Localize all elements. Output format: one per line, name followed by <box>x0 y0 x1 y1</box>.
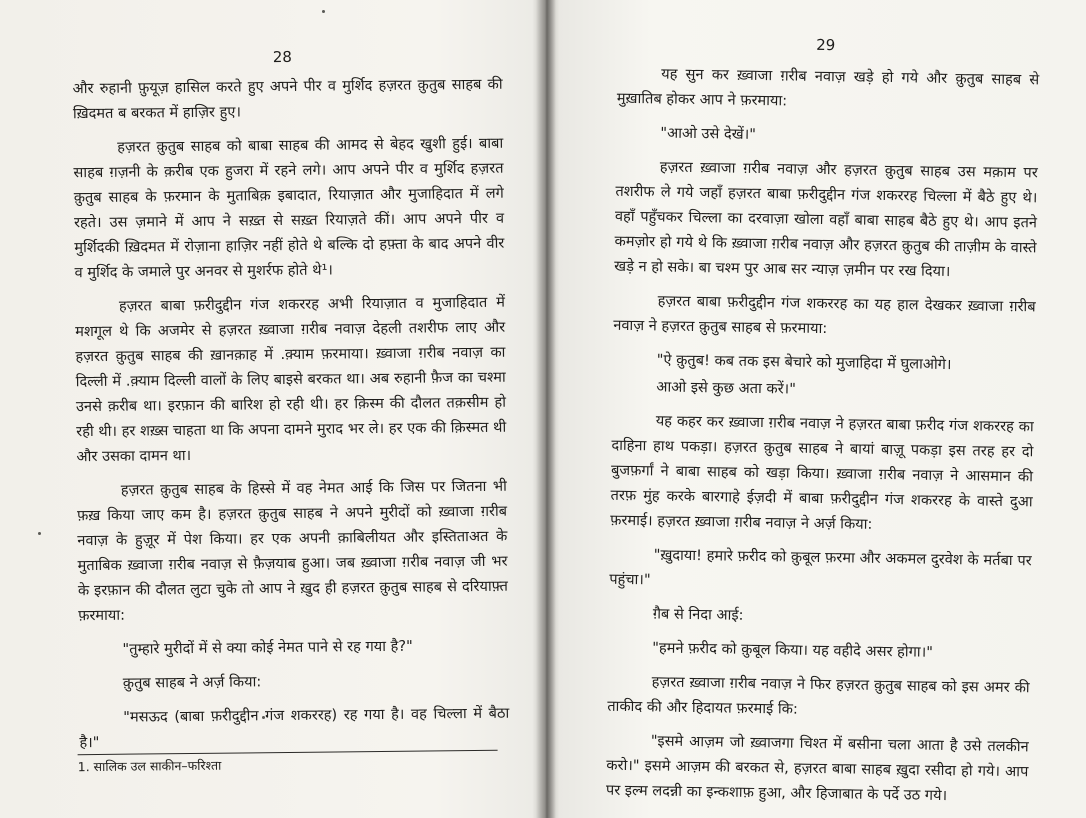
left-page <box>62 0 511 818</box>
paper-speck <box>38 532 41 535</box>
paragraph: यह सुन कर ख़्वाजा ग़रीब नवाज़ खड़े हो गये और क़ुतुब साहब से मुख़ातिब होकर आप ने फ़रमाया: <box>616 65 1040 110</box>
quote-line: "हमने फ़रीद को क़ुबूल किया। यह वहीदे असर होगा।" <box>652 639 934 661</box>
paragraph: क़ुतुब साहब ने अर्ज़ किया: <box>122 673 262 692</box>
left-page-body <box>73 72 510 764</box>
quote-line: आओ इसे कुछ अता करें।" <box>656 378 796 398</box>
paragraph: हज़रत क़ुतुब साहब को बाबा साहब की आमद से बेहद खुशी हुई। बाबा साहब ग़ज़नी के क़रीब एक हुजरा में रहने लगे। आप अपने पीर व मुर्शिद हज़रत क़ुतुब साहब के फ़रमान के मुताबिक़ इबादात, रियाज़ात और मुजाहिदात में लगे रहते। उस ज़माने में आप ने सख़्त से सख़्त रियाज़ते कीं। आप अपने पीर व मुर्शिदकी ख़िदमत में रोज़ाना हाज़िर नहीं होते थे बल्कि दो हफ़्ता के बाद अपने वीर व मुर्शिद के जमाले पुर अनवर से मुशर्रफ होते थे¹। <box>73 134 505 282</box>
paragraph: ग़ैब से निदा आई: <box>652 605 744 624</box>
quote-line: "ख़ुदाया! हमारे फ़रीद को क़ुबूल फ़रमा और अकमल दुरवेश के मर्तबा पर पहुंचा।" <box>609 546 1032 589</box>
page-number: 29 <box>816 35 836 55</box>
quote-line: "मसऊद (बाबा फ़रीदुद्दीन गंज शकररह) रह गया है। वह चिल्ला में बैठा है।" <box>79 704 510 752</box>
paragraph: हज़रत बाबा फ़रीदुद्दीन गंज शकररह का यह हाल देखकर ख़्वाजा ग़रीब नवाज़ ने हज़रत क़ुतुब साहब से फ़रमाया: <box>613 292 1036 338</box>
paragraph: और रुहानी फ़ुयूज़ हासिल करते हुए अपने पीर व मुर्शिद हज़रत क़ुतुब साहब की ख़िदमत ब बरकत में हाज़िर हुए। <box>72 75 503 123</box>
paragraph: यह कहर कर ख़्वाजा ग़रीब नवाज़ ने हज़रत बाबा फ़रीद गंज शकररह का दाहिना हाथ पकड़ा। हज़रत क़ुतुब साहब ने बायां बाज़ू पकड़ा इस तरह हर दो बुजफ़र्गां ने बाबा साहब को खड़ा किया। ख़्वाजा ग़रीब नवाज़ ने आसमान की तरफ़ मुंह करके बारगाहे ईज़दी में बाबा फ़रीदुद्दीन गंज शकररह के वास्ते दुआ फ़रमाई। हज़रत ख़्वाजा ग़रीब नवाज़ ने अर्ज़ किया: <box>610 412 1034 533</box>
paragraph: हज़रत ख़्वाजा ग़रीब नवाज़ ने फिर हज़रत क़ुतुब साहब को इस अमर की ताकीद की और हिदायत फ़रमाई कि: <box>607 673 1030 718</box>
quote-line: "ऐ क़ुतुब! कब तक इस बेचारे को मुजाहिदा में घुलाओगे। <box>656 351 952 374</box>
right-page <box>600 0 1041 818</box>
page-number: 28 <box>272 47 292 67</box>
paragraph: हज़रत ख़्वाजा ग़रीब नवाज़ और हज़रत क़ुतुब साहब उस मक़ाम पर तशरीफ ले गये जहाँ हज़रत बाबा फ़रीदुद्दीन गंज शकररह चिल्ला में बैठे हुए थे। वहाँ पहुँचकर चिल्ला का दरवाज़ा खोला वहाँ बाबा साहब बैठे हुए थे। आप इतने कमज़ोर हो गये थे कि ख़्वाजा ग़रीब नवाज़ और हज़रत क़ुतुब की ताज़ीम के वास्ते खड़े न हो सके। बा चश्म पुर आब सर न्याज़ ज़मीन पर रख दिया। <box>614 158 1038 281</box>
right-page-body <box>606 61 1040 818</box>
quote-line: "तुम्हारे मुरीदों में से क्या कोई नेमत पाने से रह गया है?" <box>122 637 413 658</box>
book-gutter <box>536 0 556 818</box>
paragraph: हज़रत बाबा फ़रीदुद्दीन गंज शकररह अभी रियाज़ात व मुजाहिदात में मशगूल थे कि अजमेर से हज़रत ख़्वाजा ग़रीब नवाज़ देहली तशरीफ लाए और हज़रत क़ुतुब साहब की ख़ानक़ाह में .क़्याम फ़रमाया। ख़्वाजा ग़रीब नवाज़ का दिल्ली में .क़्याम दिल्ली वालों के लिए बाइसे बरकत था। अब रुहानी फ़ैज का चश्मा उनसे क़रीब था। इरफ़ान की बारिश हो रही थी। हर क़िस्म की दौलत तक़सीम हो रही थी। हर शख़्स चाहता था कि अपना दामने मुराद भर ले। हर एक की क़िस्मत थी और उसका दामन था। <box>75 293 507 466</box>
footnote: 1. सालिक उल साकीन–फरिश्ता <box>77 757 222 775</box>
paragraph: "इसमे आज़म जो ख़्वाजगा चिश्त में बसीना चला आता है उसे तलकीन करो।" इसमे आज़म की बरकत से, हज़रत बाबा साहब ख़ुदा रसीदा हो गये। आप पर इल्म लदन्नी का इन्कशाफ़ हुआ, और हिजाबात के पर्दे उठ गये। <box>605 732 1029 805</box>
paragraph: हज़रत क़ुतुब साहब के हिस्से में वह नेमत आई कि जिस पर जितना भी फ़ख़ किया जाए कम है। हज़रत क़ुतुब साहब ने अपने मुरीदों को ख़्वाजा ग़रीब नवाज़ के हुज़ूर में पेश किया। हर एक अपनी क़ाबिलीयत और इस्तिताअत के मुताबिक ख़्वाजा ग़रीब नवाज़ से फ़ैज़याब हुआ। जब ख़्वाजा ग़रीब नवाज़ जी भर के इरफ़ान की दौलत लुटा चुके तो आप ने ख़ुद ही हज़रत क़ुतुब साहब से दरियाफ़्त फ़रमाया: <box>77 477 508 625</box>
quote-line: "आओ उसे देखें।" <box>660 124 757 143</box>
